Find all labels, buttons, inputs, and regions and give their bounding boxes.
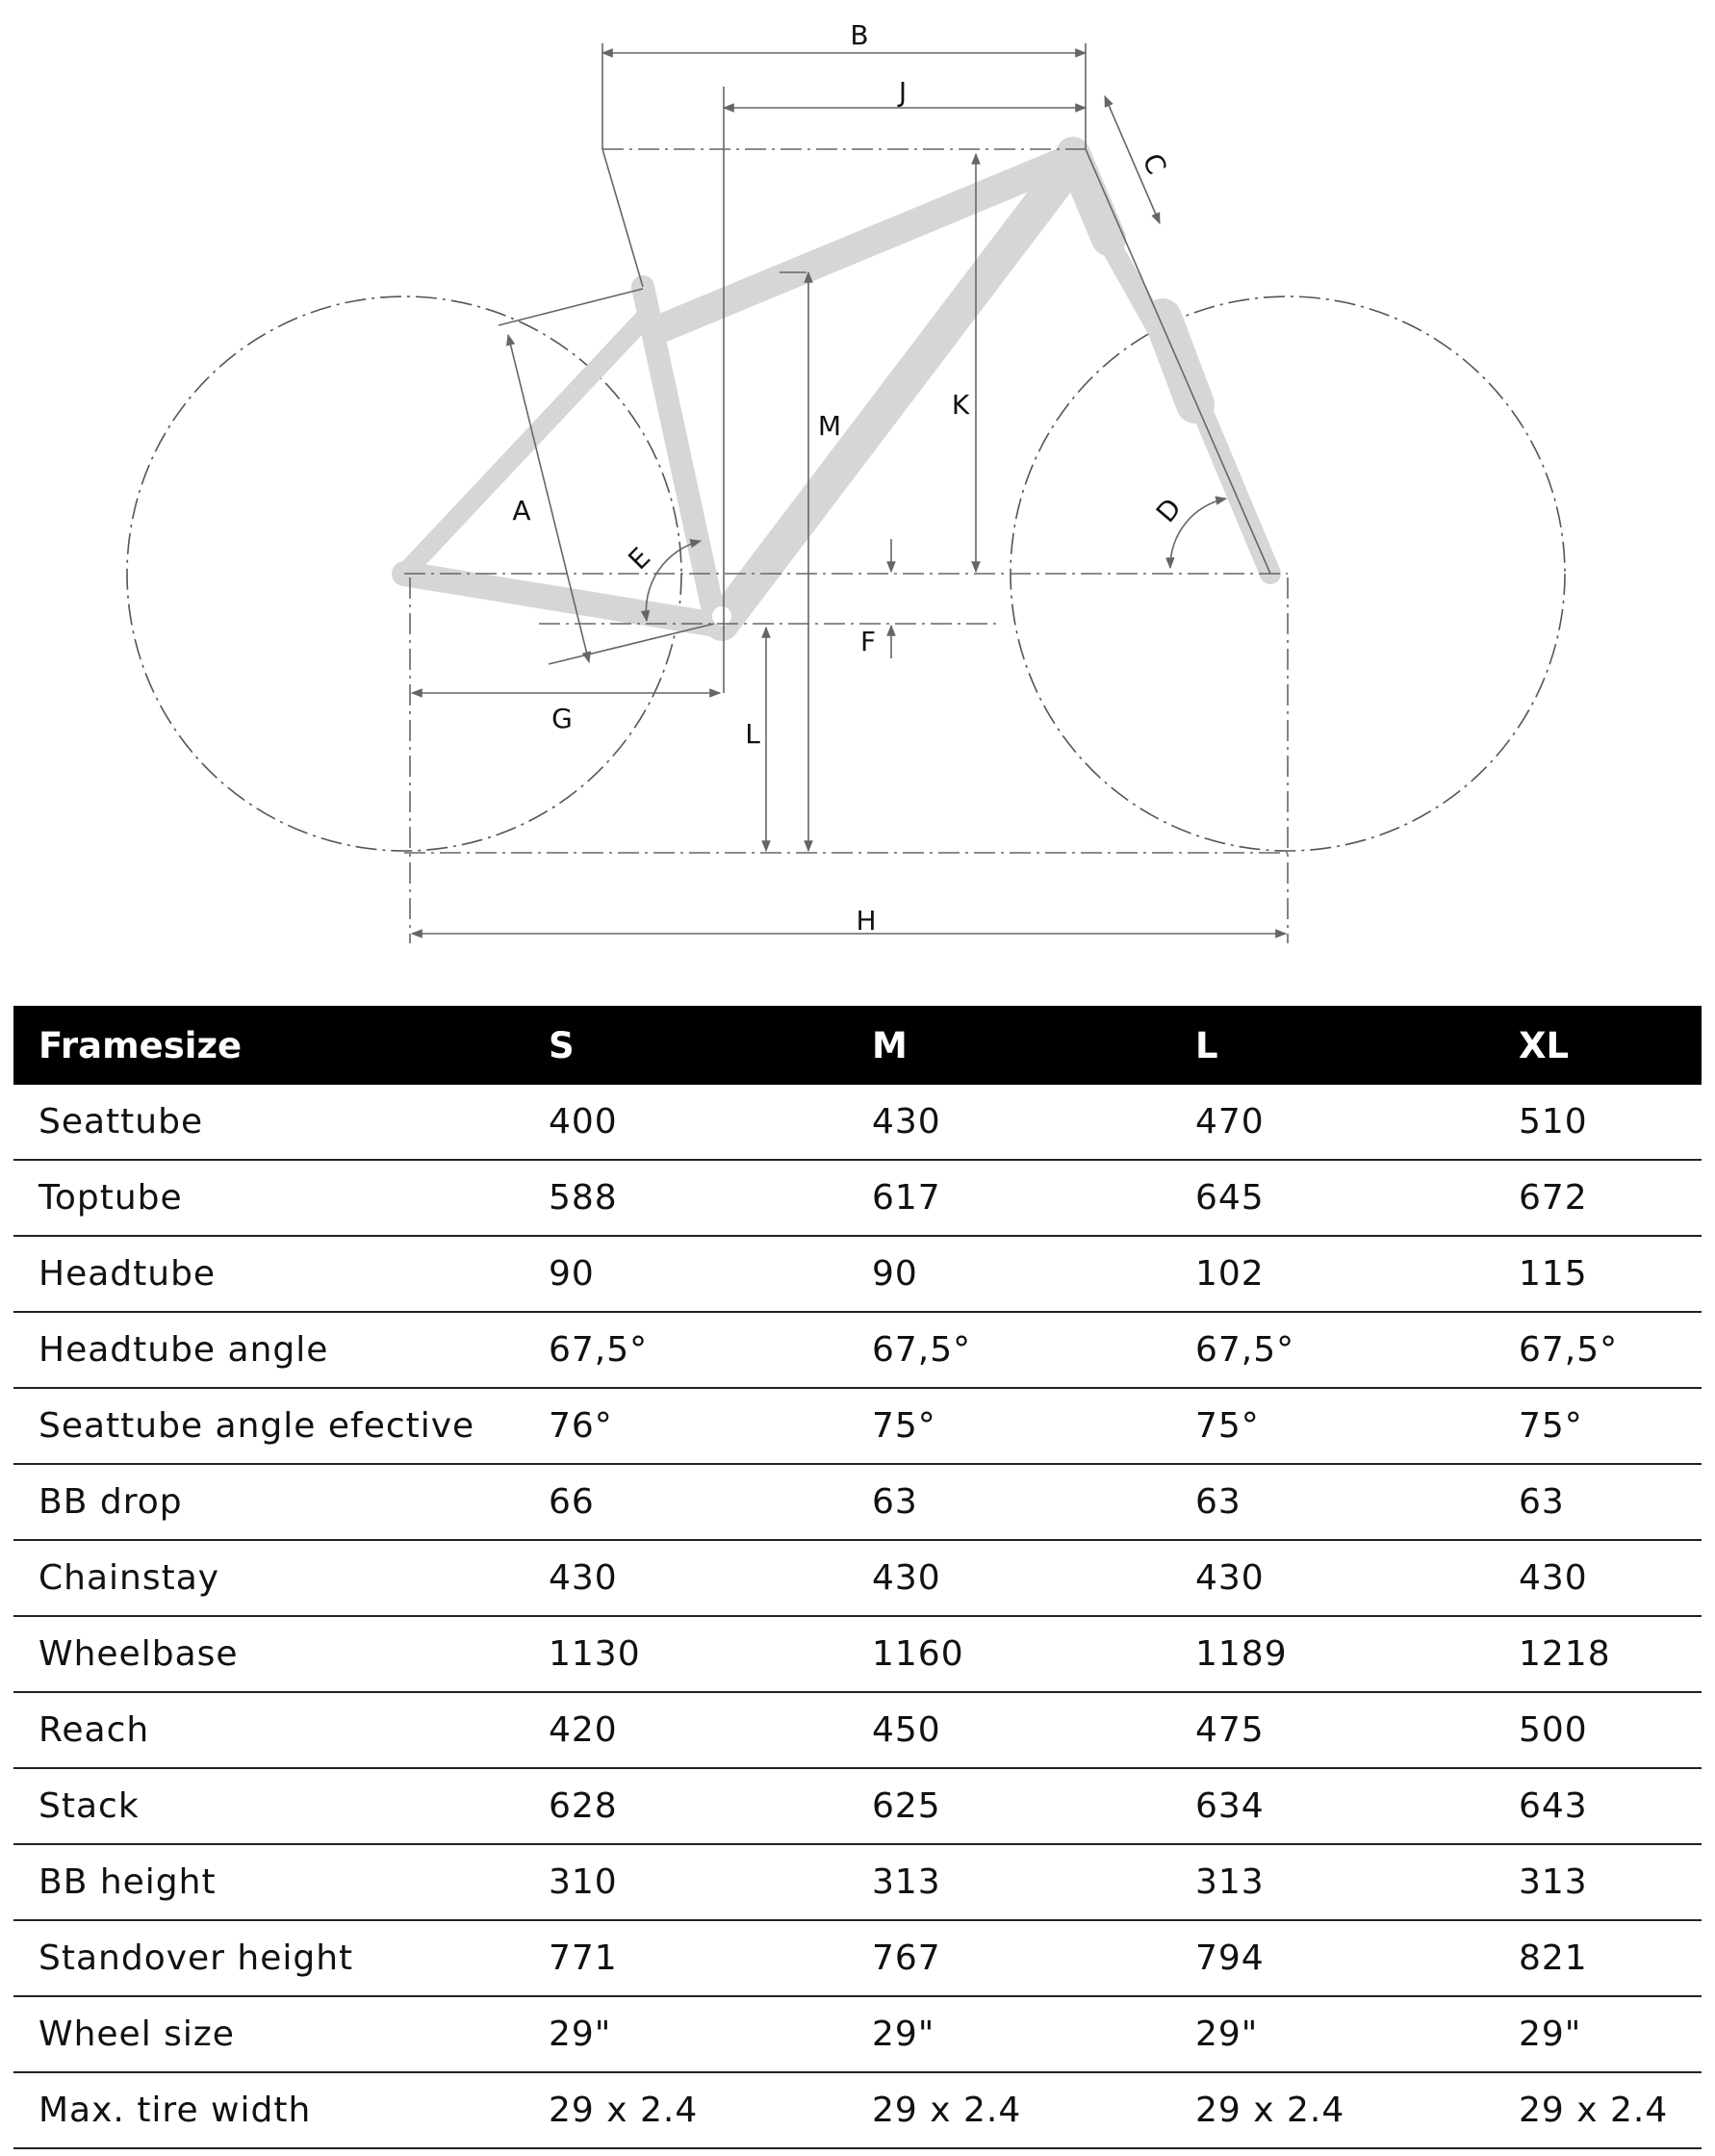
row-label: Headtube angle [13, 1312, 524, 1388]
row-label: Standover height [13, 1920, 524, 1996]
label-f: F [859, 626, 877, 657]
cell-m: 1160 [847, 1616, 1170, 1692]
cell-m: 75° [847, 1388, 1170, 1464]
cell-l: 313 [1170, 1844, 1494, 1920]
label-h: H [856, 905, 877, 937]
cell-s: 588 [524, 1160, 847, 1236]
cell-xl: 29" [1494, 1996, 1702, 2072]
cell-m: 625 [847, 1768, 1170, 1844]
cell-xl: 67,5° [1494, 1312, 1702, 1388]
cell-l: 29 x 2.4 [1170, 2072, 1494, 2148]
table-row [13, 1844, 1702, 1920]
cell-l: 102 [1170, 1236, 1494, 1312]
cell-xl: 29 x 2.4 [1494, 2072, 1702, 2148]
table-row [13, 1388, 1702, 1464]
cell-s: 771 [524, 1920, 847, 1996]
row-label: Wheelbase [13, 1616, 524, 1692]
cell-s: 76° [524, 1388, 847, 1464]
cell-m: 430 [847, 1085, 1170, 1160]
cell-xl: 672 [1494, 1160, 1702, 1236]
row-label: Seattube angle efective [13, 1388, 524, 1464]
row-label: Toptube [13, 1160, 524, 1236]
cell-xl: 313 [1494, 1844, 1702, 1920]
cell-m: 63 [847, 1464, 1170, 1540]
cell-l: 475 [1170, 1692, 1494, 1768]
cell-xl: 430 [1494, 1540, 1702, 1616]
row-label: Reach [13, 1692, 524, 1768]
label-j: J [898, 76, 908, 108]
table-row [13, 1920, 1702, 1996]
cell-s: 66 [524, 1464, 847, 1540]
row-label: Headtube [13, 1236, 524, 1312]
table-row [13, 2072, 1702, 2148]
row-label: BB drop [13, 1464, 524, 1540]
bike-geometry-diagram [0, 0, 1715, 962]
row-label: Chainstay [13, 1540, 524, 1616]
cell-m: 67,5° [847, 1312, 1170, 1388]
row-label: Stack [13, 1768, 524, 1844]
table-row [13, 1692, 1702, 1768]
cell-s: 430 [524, 1540, 847, 1616]
dimension-arrows [412, 53, 1286, 934]
cell-s: 90 [524, 1236, 847, 1312]
label-b: B [850, 19, 869, 51]
cell-m: 450 [847, 1692, 1170, 1768]
cell-l: 1189 [1170, 1616, 1494, 1692]
cell-xl: 115 [1494, 1236, 1702, 1312]
cell-s: 310 [524, 1844, 847, 1920]
cell-m: 29" [847, 1996, 1170, 2072]
cell-xl: 500 [1494, 1692, 1702, 1768]
row-label: Wheel size [13, 1996, 524, 2072]
cell-xl: 510 [1494, 1085, 1702, 1160]
label-a: A [512, 495, 531, 526]
cell-l: 634 [1170, 1768, 1494, 1844]
table-row [13, 1996, 1702, 2072]
label-k: K [951, 389, 970, 421]
table-row [13, 1768, 1702, 1844]
cell-m: 90 [847, 1236, 1170, 1312]
label-g: G [551, 703, 573, 734]
label-e: E [622, 541, 657, 577]
cell-l: 645 [1170, 1160, 1494, 1236]
cell-m: 29 x 2.4 [847, 2072, 1170, 2148]
cell-l: 794 [1170, 1920, 1494, 1996]
label-m: M [817, 410, 842, 442]
table-row [13, 1236, 1702, 1312]
cell-xl: 63 [1494, 1464, 1702, 1540]
table-header-row [13, 1006, 1702, 1085]
cell-l: 75° [1170, 1388, 1494, 1464]
cell-l: 430 [1170, 1540, 1494, 1616]
header-size-xl: XL [1494, 1006, 1702, 1085]
label-l: L [745, 718, 760, 750]
cell-xl: 821 [1494, 1920, 1702, 1996]
header-size-m: M [847, 1006, 1170, 1085]
cell-s: 29 x 2.4 [524, 2072, 847, 2148]
cell-m: 313 [847, 1844, 1170, 1920]
cell-s: 628 [524, 1768, 847, 1844]
table-row [13, 1312, 1702, 1388]
reference-lines [404, 43, 1288, 943]
table-row [13, 1616, 1702, 1692]
cell-l: 63 [1170, 1464, 1494, 1540]
table-row [13, 1085, 1702, 1160]
cell-xl: 1218 [1494, 1616, 1702, 1692]
cell-m: 430 [847, 1540, 1170, 1616]
cell-xl: 643 [1494, 1768, 1702, 1844]
cell-xl: 75° [1494, 1388, 1702, 1464]
cell-l: 29" [1170, 1996, 1494, 2072]
cell-s: 1130 [524, 1616, 847, 1692]
cell-m: 767 [847, 1920, 1170, 1996]
row-label: Max. tire width [13, 2072, 524, 2148]
cell-s: 400 [524, 1085, 847, 1160]
label-d: D [1149, 492, 1188, 529]
table-row [13, 1160, 1702, 1236]
cell-s: 67,5° [524, 1312, 847, 1388]
cell-s: 420 [524, 1692, 847, 1768]
bike-frame [404, 154, 1270, 629]
cell-s: 29" [524, 1996, 847, 2072]
header-framesize: Framesize [13, 1006, 524, 1085]
cell-l: 470 [1170, 1085, 1494, 1160]
table-row [13, 1464, 1702, 1540]
cell-l: 67,5° [1170, 1312, 1494, 1388]
header-size-l: L [1170, 1006, 1494, 1085]
row-label: BB height [13, 1844, 524, 1920]
header-size-s: S [524, 1006, 847, 1085]
label-c: C [1136, 148, 1173, 180]
geometry-table [13, 1006, 1702, 2149]
row-label: Seattube [13, 1085, 524, 1160]
table-row [13, 1540, 1702, 1616]
cell-m: 617 [847, 1160, 1170, 1236]
